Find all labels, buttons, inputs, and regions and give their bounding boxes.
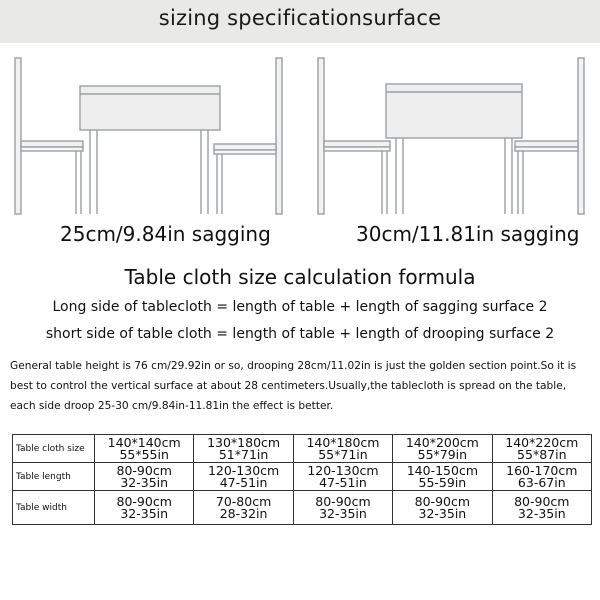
size-in: 55-59in [418,474,467,490]
right-chair-a [318,58,390,214]
size-cm: 140*140cm [107,434,181,450]
size-cm: 120-130cm [207,462,280,478]
size-cm: 80-90cm [414,493,471,509]
size-cm: 80-90cm [514,493,570,509]
size-cell [492,463,591,491]
size-cell [293,491,392,525]
right-chair-b [515,58,584,214]
formula-short-side: short side of table cloth = length of table + length of drooping surface 2 [45,326,555,342]
size-cell [194,435,293,463]
size-cm: 80-90cm [116,462,172,478]
formula-title: Table cloth size calculation formula [124,265,476,289]
size-cell [293,435,392,463]
size-cell [393,463,492,491]
sagging-label-right: 30cm/11.81in sagging [356,222,580,246]
size-cell [492,491,591,525]
size-cell [95,491,194,525]
size-cell [194,463,293,491]
size-cm: 140*220cm [505,434,579,450]
size-cm: 80-90cm [315,493,371,509]
size-cell [492,435,591,463]
page-title: sizing specificationsurface [158,6,442,30]
formula-long-side: Long side of tablecloth = length of table + length of sagging surface 2 [52,299,548,315]
row-cloth-size [13,435,592,463]
size-cell [95,435,194,463]
size-cm: 140*180cm [306,434,380,450]
left-chair-a [15,58,83,214]
table-illustrations [0,50,600,220]
size-cell [194,491,293,525]
size-in: 55*71in [318,446,368,462]
size-in: 32-35in [517,505,566,521]
size-cm: 160-170cm [506,462,578,478]
size-cm: 80-90cm [116,493,172,509]
size-in: 32-35in [319,505,367,521]
sagging-label-left: 25cm/9.84in sagging [60,222,271,246]
row-label: Table length [13,463,95,491]
size-cell [393,435,492,463]
size-cm: 130*180cm [207,434,281,450]
size-cm: 70-80cm [215,493,272,509]
left-chair-b [214,58,282,214]
size-cell [393,491,492,525]
size-in: 32-35in [418,505,467,521]
size-cm: 140*200cm [405,434,479,450]
size-cm: 120-130cm [307,462,379,478]
size-in: 47-51in [319,474,367,490]
size-table [12,434,592,525]
size-in: 55*55in [119,446,169,462]
right-table [386,84,522,214]
size-in: 55*87in [517,446,567,462]
size-in: 32-35in [120,505,169,521]
row-table-length [13,463,592,491]
size-in: 55*79in [417,446,468,462]
size-in: 47-51in [219,474,268,490]
size-in: 63-67in [517,474,566,490]
general-note: General table height is 76 cm/29.92in or so, drooping 28cm/11.02in is just the golden section point.So it is best to control the vertical surface at about 28 centimeters.Usually,the tablecloth is spread on the table, each side droop 25-30 cm/9.84in-11.81in the effect is better. [10,360,577,412]
size-cell [293,463,392,491]
size-in: 51*71in [218,446,269,462]
size-cell [95,463,194,491]
size-cm: 140-150cm [406,462,478,478]
size-in: 28-32in [219,505,268,521]
size-in: 32-35in [120,474,169,490]
row-table-width [13,491,592,525]
left-table [80,86,220,214]
row-label: Table cloth size [13,435,95,463]
row-label: Table width [13,491,95,525]
